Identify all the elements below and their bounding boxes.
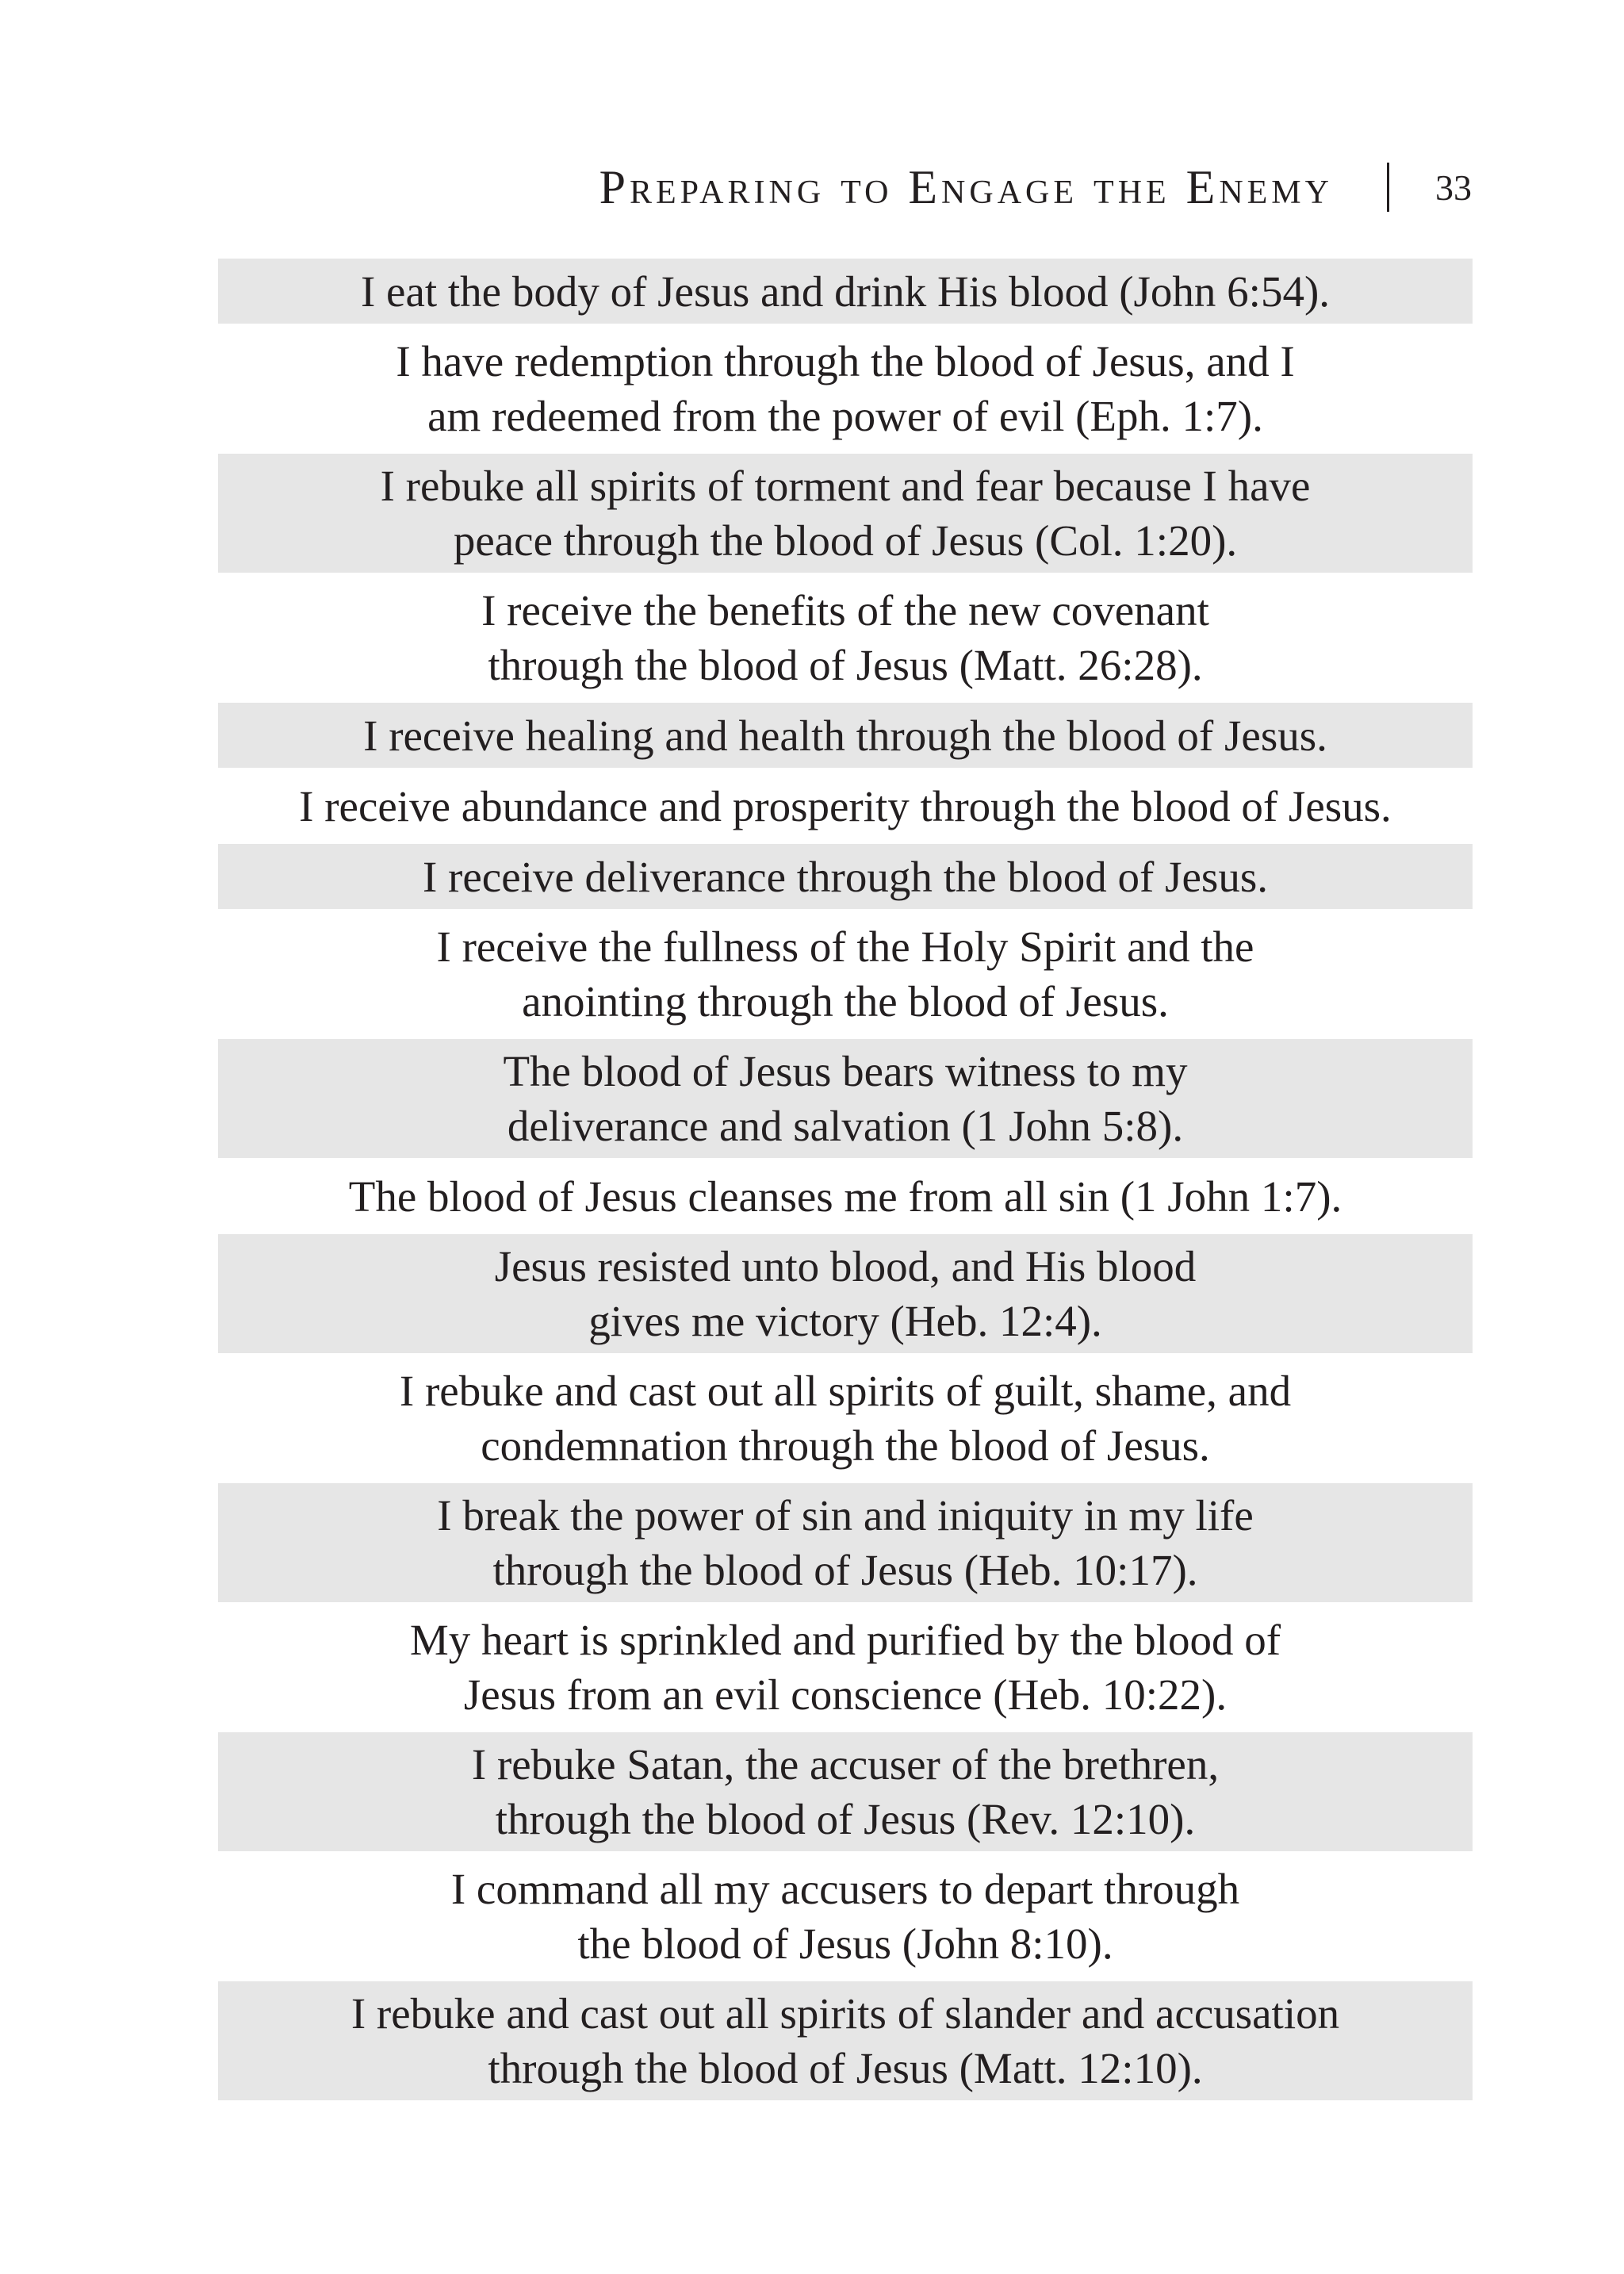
declaration-line: The blood of Jesus bears witness to my [503,1047,1188,1095]
declaration-line: I have redemption through the blood of Jesus, and I [396,337,1295,385]
declaration-line: peace through the blood of Jesus (Col. 1:20). [453,516,1238,565]
declaration-line: I receive abundance and prosperity through the blood of Jesus. [299,781,1392,830]
declaration-line: am redeemed from the power of evil (Eph. 1:7). [427,392,1263,440]
declaration-item [218,915,1473,1033]
declaration-line: I rebuke and cast out all spirits of slander and accusation [350,1989,1340,2038]
declaration-line: I receive deliverance through the blood of Jesus. [422,852,1268,901]
declaration-line: Jesus resisted unto blood, and His blood [494,1242,1197,1290]
declaration-line: anointing through the blood of Jesus. [522,977,1169,1026]
declaration-item [218,773,1473,838]
page-number: 33 [1435,167,1472,208]
header-divider [1387,163,1389,212]
declaration-line: My heart is sprinkled and purified by the blood of [409,1616,1281,1664]
declaration-line: gives me victory (Heb. 12:4). [588,1297,1102,1345]
declaration-item [218,844,1473,909]
declaration-item [218,259,1473,324]
declaration-list [218,259,1473,2106]
declaration-item [218,1608,1473,1727]
declaration-item [218,1039,1473,1158]
declaration-line: I receive the fullness of the Holy Spirit and the [436,922,1254,971]
declaration-line: condemnation through the blood of Jesus. [481,1421,1210,1470]
declaration-line: I rebuke and cast out all spirits of guilt, shame, and [399,1367,1292,1415]
declaration-line: I command all my accusers to depart through [450,1865,1240,1913]
declaration-item [218,1359,1473,1478]
declaration-item [218,1857,1473,1976]
declaration-line: The blood of Jesus cleanses me from all sin (1 John 1:7). [348,1172,1342,1221]
declaration-line: I eat the body of Jesus and drink His blood (John 6:54). [360,267,1331,316]
declaration-line: through the blood of Jesus (Rev. 12:10). [495,1795,1196,1843]
declaration-line: deliverance and salvation (1 John 5:8). [507,1102,1184,1150]
declaration-item [218,703,1473,768]
declaration-line: I receive healing and health through the blood of Jesus. [363,711,1327,760]
declaration-line: through the blood of Jesus (Matt. 12:10). [488,2044,1203,2092]
declaration-item [218,1981,1473,2100]
declaration-line: through the blood of Jesus (Heb. 10:17). [492,1546,1198,1594]
declaration-item [218,1732,1473,1851]
declaration-item [218,1234,1473,1353]
declaration-item [218,1483,1473,1602]
declaration-line: I rebuke Satan, the accuser of the brethren, [471,1740,1220,1789]
declaration-item [218,578,1473,697]
declaration-line: I break the power of sin and iniquity in my life [437,1491,1254,1540]
running-title: Preparing to Engage the Enemy [599,160,1333,213]
running-head [599,155,1472,219]
declaration-item [218,329,1473,448]
declaration-line: Jesus from an evil conscience (Heb. 10:22). [463,1670,1228,1719]
declaration-item [218,1164,1473,1229]
declaration-line: through the blood of Jesus (Matt. 26:28). [488,641,1203,689]
declaration-line: the blood of Jesus (John 8:10). [577,1919,1113,1968]
declaration-item [218,454,1473,573]
declaration-line: I receive the benefits of the new covenant [481,586,1209,635]
declaration-line: I rebuke all spirits of torment and fear because I have [380,462,1311,510]
